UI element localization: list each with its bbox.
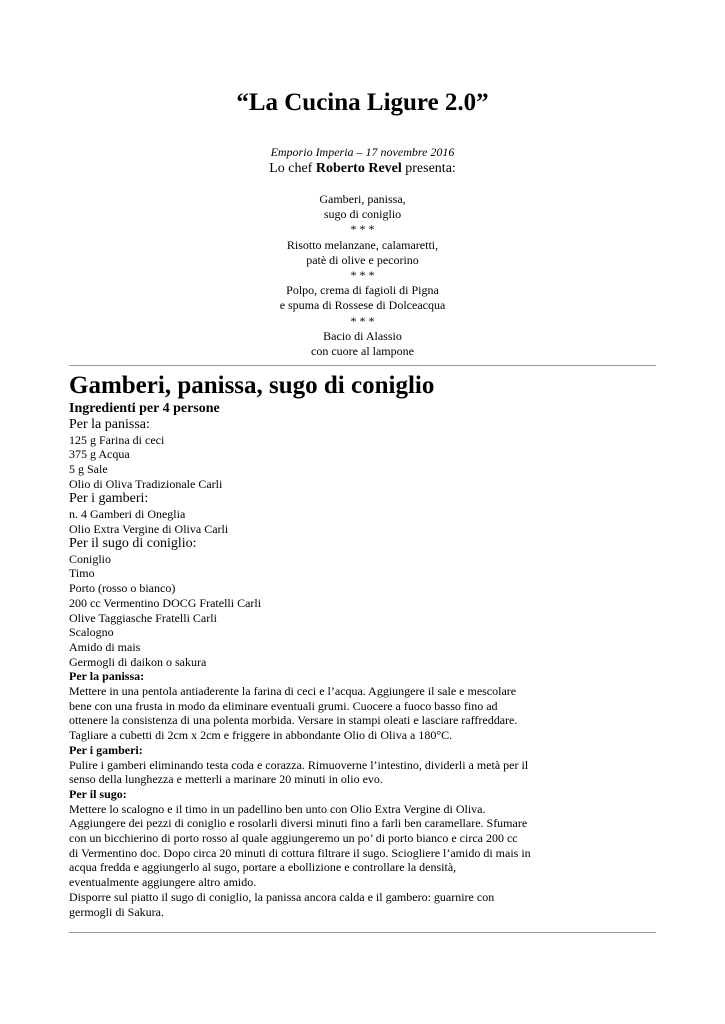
menu-line: e spuma di Rossese di Dolceacqua — [279, 298, 446, 313]
ingredient-item: 375 g Acqua — [69, 447, 130, 462]
step-line: ottenere la consistenza di una polenta morbida. Versare in stampi oleati e lasciare raffreddare. — [69, 713, 518, 728]
step-line: acqua fredda e aggiungerlo al sugo, portare a ebollizione e controllare la densità, — [69, 860, 457, 875]
step-line: Pulire i gamberi eliminando testa coda e corazza. Rimuoverne l’intestino, dividerli a metà per il — [69, 757, 529, 772]
presenter-prefix: Lo chef — [269, 161, 316, 176]
step-line: Disporre sul piatto il sugo di coniglio, la panissa ancora calda e il gambero: guarnire con — [69, 889, 495, 904]
menu-line: sugo di coniglio — [323, 207, 402, 222]
ingredient-item: Olio di Oliva Tradizionale Carli — [69, 476, 223, 491]
step-line: Aggiungere dei pezzi di coniglio e rosolarli diversi minuti fino a farli ben caramellare. Sfumare — [69, 816, 528, 831]
ingredient-item: Amido di mais — [69, 639, 141, 654]
step-heading: Per i gamberi: — [69, 742, 143, 757]
step-line: con un bicchierino di porto rosso al quale aggiungeremo un po’ di porto bianco e circa 200 cc — [69, 831, 518, 846]
menu-line: patè di olive e pecorino — [306, 252, 419, 267]
divider-top — [69, 365, 656, 366]
ingredient-group-label: Per i gamberi: — [69, 491, 149, 507]
ingredient-group-label: Per il sugo di coniglio: — [69, 536, 197, 552]
menu-line: Polpo, crema di fagioli di Pigna — [286, 283, 439, 298]
menu-line: Risotto melanzane, calamaretti, — [286, 237, 439, 252]
recipe-section — [69, 370, 659, 919]
step-line: Mettere in una pentola antiaderente la farina di ceci e l’acqua. Aggiungere il sale e mescolare — [69, 684, 517, 699]
step-heading: Per la panissa: — [69, 669, 145, 684]
ingredient-item: 125 g Farina di ceci — [69, 432, 165, 447]
presenter-line — [0, 160, 725, 177]
ingredients-heading: Ingredienti per 4 persone — [69, 401, 220, 416]
step-heading: Per il sugo: — [69, 786, 127, 801]
ingredient-item: Coniglio — [69, 551, 112, 566]
menu-separator: * * * — [350, 267, 375, 282]
menu-line: con cuore al lampone — [311, 343, 414, 358]
menu-list — [0, 192, 725, 359]
menu-separator: * * * — [350, 222, 375, 237]
step-line: bene con una frusta in modo da eliminare eventuali grumi. Cuocere a fuoco basso fino ad — [69, 698, 498, 713]
event-line: Emporio Imperia – 17 novembre 2016 — [270, 145, 455, 159]
ingredient-item: Scalogno — [69, 625, 114, 640]
chef-name: Roberto Revel — [315, 161, 402, 176]
menu-separator: * * * — [350, 313, 375, 328]
step-line: senso della lunghezza e metterli a marinare 20 minuti in olio evo. — [69, 772, 383, 787]
ingredient-item: 200 cc Vermentino DOCG Fratelli Carli — [69, 595, 262, 610]
divider-bottom — [69, 932, 656, 933]
step-line: Mettere lo scalogno e il timo in un padellino ben unto con Olio Extra Vergine di Oliva. — [69, 801, 486, 816]
ingredient-item: Olio Extra Vergine di Oliva Carli — [69, 521, 229, 536]
menu-line: Gamberi, panissa, — [319, 192, 406, 206]
presenter-suffix: presenta: — [401, 161, 456, 176]
ingredient-item: Timo — [69, 566, 95, 581]
recipe-title: Gamberi, panissa, sugo di coniglio — [69, 372, 435, 399]
ingredient-item: Porto (rosso o bianco) — [69, 581, 176, 596]
menu-line: Bacio di Alassio — [323, 328, 402, 343]
step-line: germogli di Sakura. — [69, 904, 164, 919]
ingredient-item: Germogli di daikon o sakura — [69, 654, 207, 669]
ingredient-item: Olive Taggiasche Fratelli Carli — [69, 610, 217, 625]
ingredient-item: 5 g Sale — [69, 461, 108, 476]
step-line: Tagliare a cubetti di 2cm x 2cm e friggere in abbondante Olio di Oliva a 180°C. — [69, 728, 453, 743]
ingredient-item: n. 4 Gamberi di Oneglia — [69, 506, 186, 521]
step-line: eventualmente aggiungere altro amido. — [69, 875, 257, 890]
ingredient-group-label: Per la panissa: — [69, 417, 150, 432]
step-line: di Vermentino doc. Dopo circa 20 minuti di cottura filtrare il sugo. Sciogliere l’amido di mais in — [69, 845, 531, 860]
page-title: “La Cucina Ligure 2.0” — [236, 89, 489, 116]
